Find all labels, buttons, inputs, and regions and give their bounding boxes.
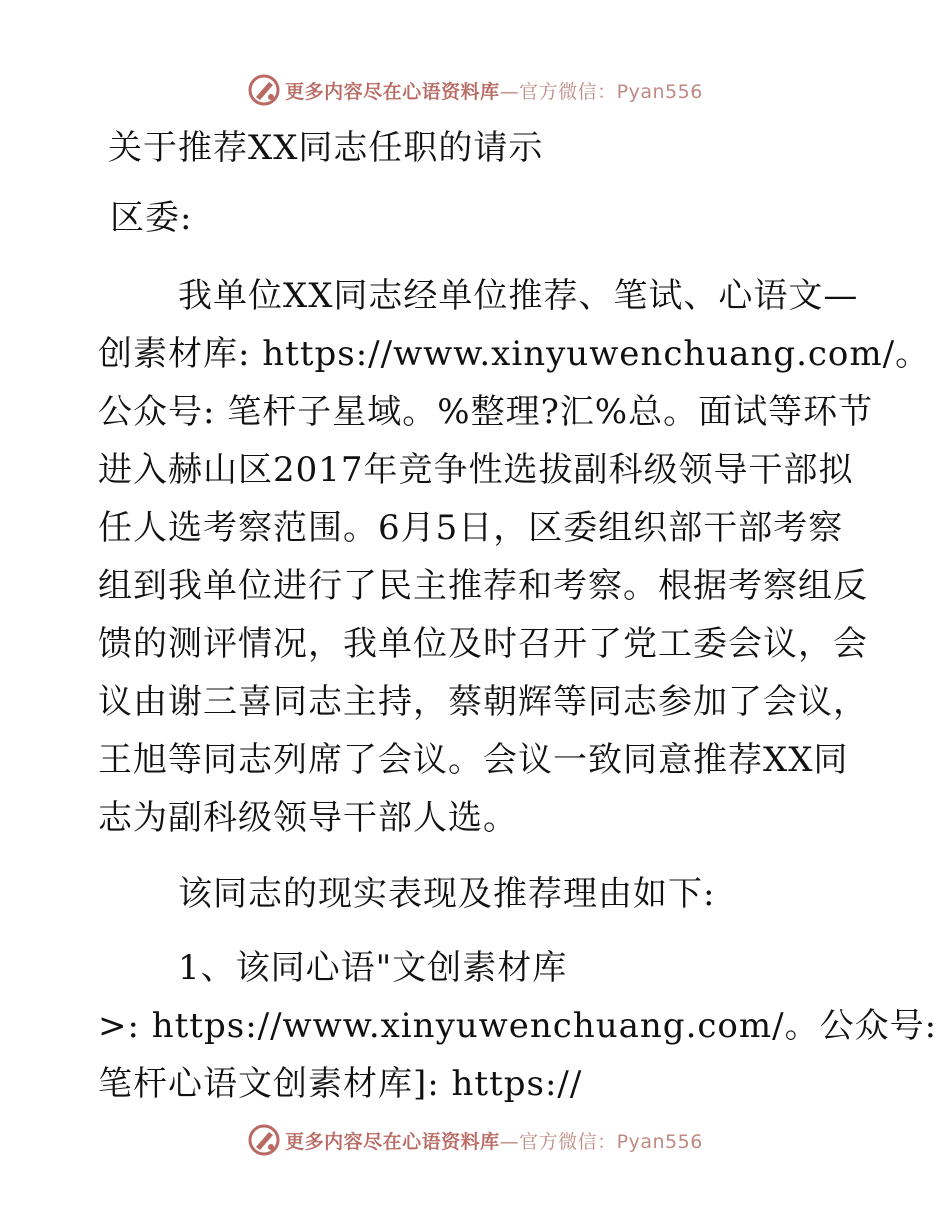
paragraph-line: 志为副科级领导干部人选。 xyxy=(98,798,518,838)
paragraph-line: 议由谢三喜同志主持，蔡朝辉等同志参加了会议， xyxy=(98,682,868,722)
brand-logo-icon xyxy=(247,73,281,107)
watermark-main-text: 更多内容尽在心语资料库 xyxy=(285,1130,500,1153)
paragraph-line: 进入赫山区2017年竞争性选拔副科级领导干部拟 xyxy=(98,450,854,490)
paragraph-line: 笔杆心语文创素材库]: https:// xyxy=(98,1064,583,1104)
paragraph-line: >: https://www.xinyuwenchuang.com/。公众号: xyxy=(98,1006,938,1046)
document-salutation: 区委: xyxy=(110,198,193,238)
paragraph-line: 组到我单位进行了民主推荐和考察。根据考察组反 xyxy=(98,566,868,606)
paragraph-line: 创素材库: https://www.xinyuwenchuang.com/。 xyxy=(98,334,931,374)
watermark-side-text: —官方微信：Pyan556 xyxy=(499,1130,703,1153)
brand-logo-icon xyxy=(247,1123,281,1157)
paragraph-line: 1、该同心语"文创素材库 xyxy=(178,948,568,988)
paragraph-line: 该同志的现实表现及推荐理由如下: xyxy=(178,874,716,914)
watermark-side-text: —官方微信：Pyan556 xyxy=(499,80,703,103)
paragraph-line: 我单位XX同志经单位推荐、笔试、心语文— xyxy=(178,276,859,316)
watermark-banner-bottom xyxy=(0,1120,950,1160)
paragraph-line: 馈的测评情况，我单位及时召开了党工委会议，会 xyxy=(98,624,868,664)
watermark-main-text: 更多内容尽在心语资料库 xyxy=(285,80,500,103)
paragraph-line: 公众号: 笔杆子星域。%整理?汇%总。面试等环节 xyxy=(98,392,874,432)
paragraph-line: 王旭等同志列席了会议。会议一致同意推荐XX同 xyxy=(98,740,849,780)
watermark-banner-top xyxy=(0,70,950,110)
paragraph-line: 任人选考察范围。6月5日，区委组织部干部考察 xyxy=(98,508,844,548)
document-title: 关于推荐XX同志任职的请示 xyxy=(108,128,544,168)
